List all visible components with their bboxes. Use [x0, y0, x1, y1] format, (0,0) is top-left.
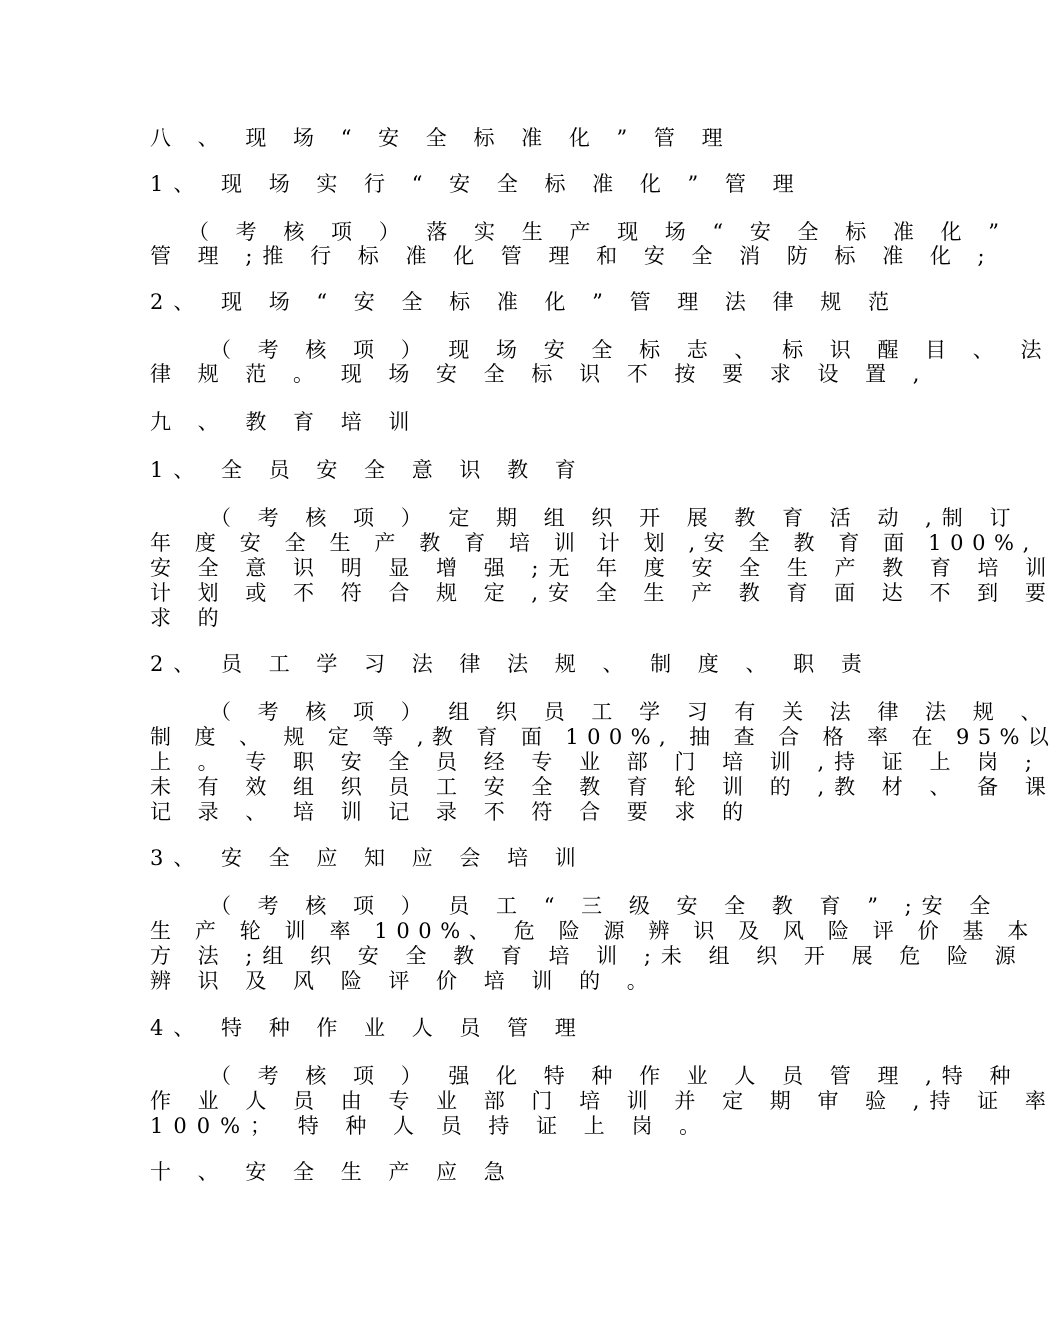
paragraph-line: 年 度 安 全 生 产 教 育 培 训 计 划 ,安 全 教 育 面 100%, [150, 531, 1038, 555]
subheading-8-1: 1、 现 场 实 行 “ 安 全 标 准 化 ” 管 理 [150, 172, 804, 196]
paragraph-line: 求 的 [150, 606, 229, 630]
paragraph-line: 安 全 意 识 明 显 增 强 ;无 年 度 安 全 生 产 教 育 培 训 [150, 556, 1057, 580]
paragraph-line: 管 理 ;推 行 标 准 化 管 理 和 安 全 消 防 标 准 化 ; [150, 244, 995, 268]
paragraph-line: 生 产 轮 训 率 100%、 危 险 源 辨 识 及 风 险 评 价 基 本 [150, 919, 1037, 943]
paragraph-line: 制 度 、 规 定 等 ,教 育 面 100%, 抽 查 合 格 率 在 95%以 [150, 725, 1057, 749]
paragraph-line: 100%； 特 种 人 员 持 证 上 岗 。 [150, 1114, 711, 1138]
subheading-9-4: 4、 特 种 作 业 人 员 管 理 [150, 1016, 586, 1040]
paragraph-line: （ 考 核 项 ） 组 织 员 工 学 习 有 关 法 律 法 规 、 [210, 700, 1052, 724]
section-heading-10: 十 、 安 全 生 产 应 急 [150, 1160, 515, 1184]
paragraph-line: 作 业 人 员 由 专 业 部 门 培 训 并 定 期 审 验 ,持 证 率 [150, 1089, 1056, 1113]
subheading-9-3: 3、 安 全 应 知 应 会 培 训 [150, 846, 586, 870]
paragraph-line: 未 有 效 组 织 员 工 安 全 教 育 轮 训 的 ,教 材 、 备 课 [150, 775, 1056, 799]
subheading-8-2: 2、 现 场 “ 安 全 标 准 化 ” 管 理 法 律 规 范 [150, 290, 899, 314]
paragraph-line: 记 录 、 培 训 记 录 不 符 合 要 求 的 [150, 800, 754, 824]
paragraph-line: （ 考 核 项 ） 员 工 “ 三 级 安 全 教 育 ” ;安 全 [210, 894, 1001, 918]
paragraph-line: 上 。 专 职 安 全 员 经 专 业 部 门 培 训 ,持 证 上 岗 ; [150, 750, 1042, 774]
paragraph-line: 辨 识 及 风 险 评 价 培 训 的 。 [150, 969, 658, 993]
paragraph-line: （ 考 核 项 ） 强 化 特 种 作 业 人 员 管 理 ,特 种 [210, 1064, 1021, 1088]
subheading-9-2: 2、 员 工 学 习 法 律 法 规 、 制 度 、 职 责 [150, 652, 872, 676]
paragraph-line: （ 考 核 项 ） 现 场 安 全 标 志 、 标 识 醒 目 、 法 [210, 338, 1052, 362]
paragraph-line: 律 规 范 。 现 场 安 全 标 识 不 按 要 求 设 置 , [150, 362, 930, 386]
paragraph-line: 方 法 ;组 织 安 全 教 育 培 训 ;未 组 织 开 展 危 险 源 [150, 944, 1026, 968]
subheading-9-1: 1、 全 员 安 全 意 识 教 育 [150, 458, 586, 482]
section-heading-9: 九 、 教 育 培 训 [150, 410, 420, 434]
paragraph-line: 计 划 或 不 符 合 规 定 ,安 全 生 产 教 育 面 达 不 到 要 [150, 581, 1056, 605]
paragraph-line: （ 考 核 项 ） 定 期 组 织 开 展 教 育 活 动 ,制 订 [210, 506, 1021, 530]
paragraph-line: （ 考 核 项 ） 落 实 生 产 现 场 “ 安 全 标 准 化 ” [188, 220, 1009, 244]
section-heading-8: 八 、 现 场 “ 安 全 标 准 化 ” 管 理 [150, 126, 733, 150]
